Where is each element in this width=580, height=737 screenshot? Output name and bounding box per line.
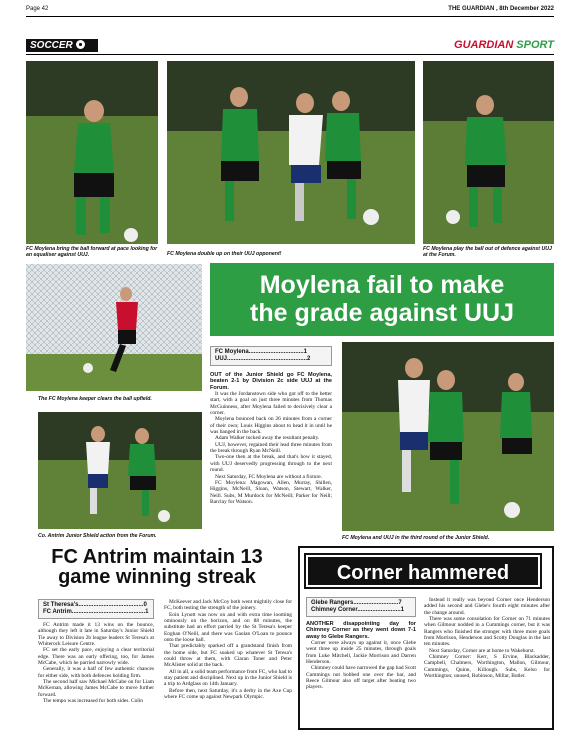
corner-headline: Corner hammered xyxy=(304,553,542,589)
paper-date: THE GUARDIAN , 8th December 2022 xyxy=(448,6,554,12)
page-number: Page 42 xyxy=(26,6,49,12)
photo-moylena-defence xyxy=(423,61,554,244)
photo-junior-shield-action xyxy=(38,412,202,529)
caption-photo-3: FC Moylena play the ball out of defence against UUJ at the Forum. xyxy=(423,246,552,259)
caption-photo-2: FC Moylena double up on their UUJ opponent! xyxy=(167,251,282,257)
moylena-scoreline: FC Moylena.................................1 UUJ................................................2 xyxy=(210,346,332,366)
corner-scoreline: Glebe Rangers...........................7 Chimney Corner..........................1 xyxy=(306,597,416,617)
corner-article-col1: ANOTHER disappointing day for Chimney Corner as they went down 7-1 away to Glebe Rangers. Corner were always up against it, once Glebe went three up inside 25 minutes, through goals from Luke Mitchell, Jackie Morrison and Darren Henderson. Chimney could have narrowed the gap had Scott Cummings not bobbed one over the bar, and Reece Gilmour also off target after beating two players. xyxy=(306,621,416,691)
antrim-article-col2: McKeever and Jack McCoy both went mightily close for FC, both testing the strength of the joinery. Eoin Lynott was now on and with extra time looming ominously on the horizon, and on 88 minutes, the substitute had an effort parried by the St Teresa's keeper Eoghan O'Neill, and there was Gaolan O'Loan to pounce onto the loose ball. That predictably sparked off a grandstand finish from the home side, but FC soaked up whatever St Teresa's could throw at them, with Ciaran Toner and Peter McAlister solid at the back. All in all, a solid team performance from FC, who had to stay patient and disciplined. Next up in the Junior Shield is a trip to Ardglass on 14th January. Before then, next Saturday, it's a derby in the Axe Cup where FC come up against Newpark Olympic. xyxy=(164,599,292,701)
antrim-scoreline: St Theresa's.......................................0 FC Antrim............................................1 xyxy=(38,599,154,619)
caption-photo-1: FC Moylena bring the ball forward at pace looking for an equaliser against UUJ. xyxy=(26,246,158,259)
photo-moylena-double-up xyxy=(167,61,415,244)
photo-third-round xyxy=(342,342,554,531)
corner-article-col2: Instead it really was beyond Corner once Henderson added his second and Glebe's fourth eight minutes after the change around. There was some consolation for Corner on 71 minutes when Gilmour nodded in a Cummings corner, but it was Rangers who finished the stronger with three more goals from Morrison, Henderson and Scotty Douglas in the last ten minutes. Next Saturday, Corner are at home to Wakehurst. Chimney Corner: Kerr, S Ervine, Blackadder, Campbell, Chalmers, Worthington, Mallon, Gilmour, Cummings, Quinn, Killough. Subs, Kelso for Worthington; unused, Robinson, Millar, Butler. xyxy=(424,597,550,680)
moylena-article: OUT of the Junior Shield go FC Moylena, beaten 2-1 by Division 2c side UUJ at the Forum. It was the Jordanstown side who got off to the better start, with a goal on just three minutes from Thomas McGuinness, after Moylena failed to decisively clear a corner. Moylena bounced back on 26 minutes from a corner of their own; Louis Higgins about to head it in until he was banged in the back. Adam Walker tucked away the resultant penalty. UUJ, however, regained their lead three minutes from the break through Ryan McNeill. Two-one then at the break, and that's how it stayed, with UUJ deservedly progressing through to the next round. Next Saturday, FC Moylena are without a fixture. FC Moylena: Magowan, Allen, Murray, Shillen, Higgins, McNeill, Sloan, Watson, Stewart, Walker, Neill. Subs, M Murdock for McNeill; Parker for Neill; Barclay for Watson. xyxy=(210,372,332,505)
moylena-headline: Moylena fail to make the grade against UUJ xyxy=(210,263,554,336)
caption-photo-4: The FC Moylena keeper clears the ball upfield. xyxy=(38,396,152,402)
antrim-headline: FC Antrim maintain 13 game winning streak xyxy=(51,546,263,588)
caption-photo-6: FC Moylena and UUJ in the third round of the Junior Shield. xyxy=(342,535,490,541)
header-rule xyxy=(26,16,554,17)
caption-photo-5: Co. Antrim Junior Shield action from the Forum. xyxy=(38,533,157,539)
photo-moylena-attack xyxy=(26,61,158,244)
section-tag: SOCCER xyxy=(26,39,98,52)
brand-logo: GUARDIAN SPORT xyxy=(454,39,554,51)
section-rule xyxy=(26,54,554,55)
photo-moylena-keeper xyxy=(26,264,202,391)
football-icon xyxy=(76,40,85,49)
antrim-article-col1: FC Antrim made it 13 wins on the bounce, although they left it late in Saturday's Junior Shield Tie away to Division 2b league leaders St Teresa's at Whiterock Leisure Centre. FC set the early pace, enjoying a clear territorial edge. There was an early offering, too, for James McCabe, which he parried narrowly wide. Generally, it was a half of few authentic chances for either side, with both defences holding firm. The second half saw Michael McCabe on for Liam McKernan, allowing James McCabe to move further forward. The tempo was increased for both sides. Colin xyxy=(38,622,154,705)
